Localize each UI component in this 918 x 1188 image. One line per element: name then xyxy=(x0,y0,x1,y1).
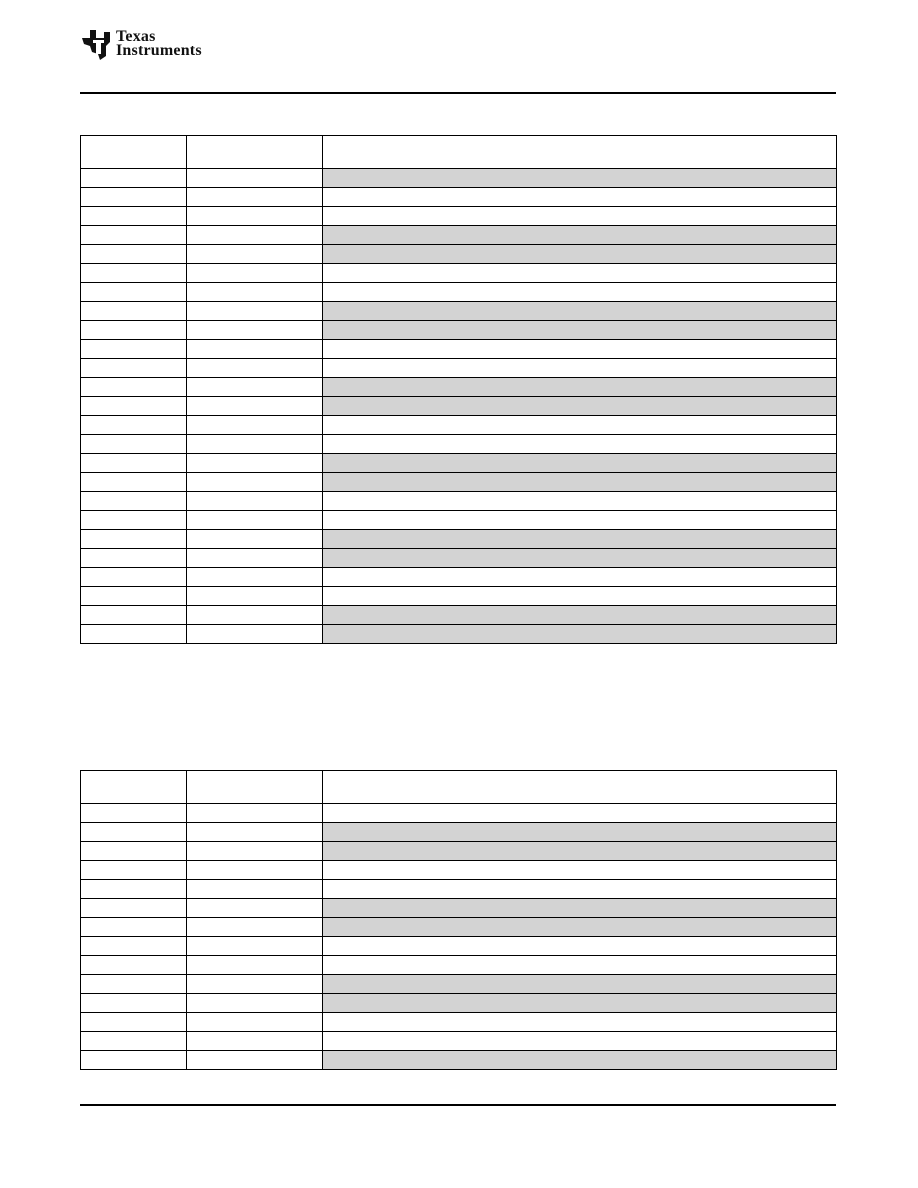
register-table-2 xyxy=(80,770,837,1070)
table-cell-3 xyxy=(323,1051,837,1070)
table-cell-2 xyxy=(187,340,323,359)
table-cell-2 xyxy=(187,918,323,937)
table-cell-3 xyxy=(323,207,837,226)
table-cell-2 xyxy=(187,530,323,549)
table-cell-3 xyxy=(323,454,837,473)
table-cell-3 xyxy=(323,1032,837,1051)
table-cell-2 xyxy=(187,568,323,587)
table-row xyxy=(81,283,837,302)
table-cell-1 xyxy=(81,956,187,975)
table-row xyxy=(81,378,837,397)
table-cell-1 xyxy=(81,994,187,1013)
table-row xyxy=(81,880,837,899)
table-cell-2 xyxy=(187,378,323,397)
table-cell-2 xyxy=(187,880,323,899)
table-cell-1 xyxy=(81,1032,187,1051)
table-cell-2 xyxy=(187,899,323,918)
table-row xyxy=(81,340,837,359)
table-cell-3 xyxy=(323,937,837,956)
table-cell-3 xyxy=(323,549,837,568)
table-cell-3 xyxy=(323,1013,837,1032)
table-row xyxy=(81,1051,837,1070)
ti-logo xyxy=(80,28,230,62)
table-cell-3 xyxy=(323,530,837,549)
table-cell-3 xyxy=(323,994,837,1013)
table-cell-1 xyxy=(81,937,187,956)
header-cell-2 xyxy=(187,136,323,169)
header-rule xyxy=(80,92,836,94)
table-cell-2 xyxy=(187,804,323,823)
table-cell-1 xyxy=(81,302,187,321)
table-cell-2 xyxy=(187,1051,323,1070)
table-cell-2 xyxy=(187,511,323,530)
table-cell-2 xyxy=(187,473,323,492)
table-cell-3 xyxy=(323,302,837,321)
table-cell-2 xyxy=(187,188,323,207)
table-row xyxy=(81,416,837,435)
table-row xyxy=(81,226,837,245)
table-cell-3 xyxy=(323,359,837,378)
header-cell-1 xyxy=(81,771,187,804)
table-row xyxy=(81,823,837,842)
table-row xyxy=(81,975,837,994)
table-cell-1 xyxy=(81,264,187,283)
table-cell-2 xyxy=(187,226,323,245)
table-cell-3 xyxy=(323,492,837,511)
table-cell-1 xyxy=(81,283,187,302)
table-cell-2 xyxy=(187,492,323,511)
table-cell-1 xyxy=(81,435,187,454)
header-cell-3 xyxy=(323,136,837,169)
table-row xyxy=(81,321,837,340)
table-row xyxy=(81,1013,837,1032)
table-row xyxy=(81,511,837,530)
table-row xyxy=(81,454,837,473)
table-cell-1 xyxy=(81,1051,187,1070)
table-cell-3 xyxy=(323,397,837,416)
table-cell-3 xyxy=(323,321,837,340)
table-row xyxy=(81,918,837,937)
table-cell-1 xyxy=(81,568,187,587)
table-cell-2 xyxy=(187,606,323,625)
table-cell-1 xyxy=(81,473,187,492)
table-cell-3 xyxy=(323,511,837,530)
table-row xyxy=(81,937,837,956)
table-row xyxy=(81,568,837,587)
table-row xyxy=(81,861,837,880)
table-cell-3 xyxy=(323,861,837,880)
table-cell-1 xyxy=(81,1013,187,1032)
table-row xyxy=(81,397,837,416)
table-row xyxy=(81,435,837,454)
table-cell-3 xyxy=(323,188,837,207)
table-cell-1 xyxy=(81,975,187,994)
table-row xyxy=(81,606,837,625)
footer-rule xyxy=(80,1104,836,1106)
table-cell-2 xyxy=(187,454,323,473)
table-header-row xyxy=(81,136,837,169)
table-row xyxy=(81,1032,837,1051)
table-cell-2 xyxy=(187,625,323,644)
table-cell-2 xyxy=(187,842,323,861)
table-cell-1 xyxy=(81,823,187,842)
table-cell-2 xyxy=(187,587,323,606)
table-cell-2 xyxy=(187,956,323,975)
table-body-1 xyxy=(81,169,837,644)
logo-line-2: Instruments xyxy=(116,42,202,59)
table-cell-1 xyxy=(81,321,187,340)
logo-wordmark xyxy=(116,30,202,58)
table-row xyxy=(81,842,837,861)
table-row xyxy=(81,245,837,264)
table-cell-3 xyxy=(323,283,837,302)
table-cell-3 xyxy=(323,473,837,492)
table-cell-2 xyxy=(187,359,323,378)
table-cell-2 xyxy=(187,549,323,568)
table-cell-2 xyxy=(187,302,323,321)
table-cell-3 xyxy=(323,587,837,606)
table-cell-1 xyxy=(81,549,187,568)
table-cell-3 xyxy=(323,804,837,823)
table-row xyxy=(81,956,837,975)
table-cell-3 xyxy=(323,625,837,644)
table-cell-3 xyxy=(323,823,837,842)
table-cell-2 xyxy=(187,937,323,956)
table-cell-1 xyxy=(81,530,187,549)
table-cell-3 xyxy=(323,340,837,359)
table-cell-1 xyxy=(81,842,187,861)
table-cell-1 xyxy=(81,606,187,625)
table-cell-3 xyxy=(323,435,837,454)
table-row xyxy=(81,994,837,1013)
table-row xyxy=(81,530,837,549)
table-row xyxy=(81,264,837,283)
table-cell-1 xyxy=(81,880,187,899)
table-cell-1 xyxy=(81,378,187,397)
table-cell-2 xyxy=(187,321,323,340)
table-row xyxy=(81,804,837,823)
table-cell-2 xyxy=(187,207,323,226)
table-cell-3 xyxy=(323,880,837,899)
table-cell-3 xyxy=(323,264,837,283)
table-cell-2 xyxy=(187,397,323,416)
table-header-row xyxy=(81,771,837,804)
table-cell-3 xyxy=(323,606,837,625)
table-row xyxy=(81,359,837,378)
header-cell-3 xyxy=(323,771,837,804)
table-cell-1 xyxy=(81,397,187,416)
table-cell-1 xyxy=(81,188,187,207)
ti-state-icon xyxy=(80,28,114,62)
table-cell-1 xyxy=(81,492,187,511)
table-cell-1 xyxy=(81,359,187,378)
table-row xyxy=(81,587,837,606)
register-table-1 xyxy=(80,135,837,644)
table-cell-3 xyxy=(323,899,837,918)
table-cell-1 xyxy=(81,899,187,918)
table-body-2 xyxy=(81,804,837,1070)
table-cell-2 xyxy=(187,1013,323,1032)
table-row xyxy=(81,169,837,188)
table-row xyxy=(81,899,837,918)
table-cell-3 xyxy=(323,169,837,188)
table-cell-1 xyxy=(81,861,187,880)
header-cell-2 xyxy=(187,771,323,804)
table-cell-3 xyxy=(323,975,837,994)
table-cell-3 xyxy=(323,918,837,937)
table-row xyxy=(81,207,837,226)
table-cell-1 xyxy=(81,340,187,359)
table-cell-3 xyxy=(323,416,837,435)
table-cell-3 xyxy=(323,568,837,587)
table-cell-3 xyxy=(323,956,837,975)
table-cell-2 xyxy=(187,245,323,264)
table-cell-1 xyxy=(81,207,187,226)
table-cell-1 xyxy=(81,169,187,188)
table-cell-3 xyxy=(323,378,837,397)
table-row xyxy=(81,473,837,492)
table-cell-2 xyxy=(187,169,323,188)
table-row xyxy=(81,625,837,644)
table-cell-2 xyxy=(187,823,323,842)
table-cell-1 xyxy=(81,587,187,606)
table-row xyxy=(81,549,837,568)
table-cell-1 xyxy=(81,625,187,644)
table-cell-3 xyxy=(323,842,837,861)
table-cell-2 xyxy=(187,975,323,994)
table-cell-1 xyxy=(81,416,187,435)
table-cell-2 xyxy=(187,1032,323,1051)
table-row xyxy=(81,302,837,321)
header-cell-1 xyxy=(81,136,187,169)
table-cell-2 xyxy=(187,264,323,283)
table-cell-1 xyxy=(81,511,187,530)
table-cell-3 xyxy=(323,226,837,245)
table-cell-1 xyxy=(81,804,187,823)
logo-line-1: Texas xyxy=(116,28,156,45)
table-row xyxy=(81,492,837,511)
table-cell-1 xyxy=(81,454,187,473)
table-cell-1 xyxy=(81,918,187,937)
table-cell-2 xyxy=(187,435,323,454)
table-cell-2 xyxy=(187,861,323,880)
table-cell-2 xyxy=(187,283,323,302)
table-cell-1 xyxy=(81,226,187,245)
table-cell-2 xyxy=(187,994,323,1013)
table-cell-3 xyxy=(323,245,837,264)
table-cell-2 xyxy=(187,416,323,435)
table-cell-1 xyxy=(81,245,187,264)
table-row xyxy=(81,188,837,207)
